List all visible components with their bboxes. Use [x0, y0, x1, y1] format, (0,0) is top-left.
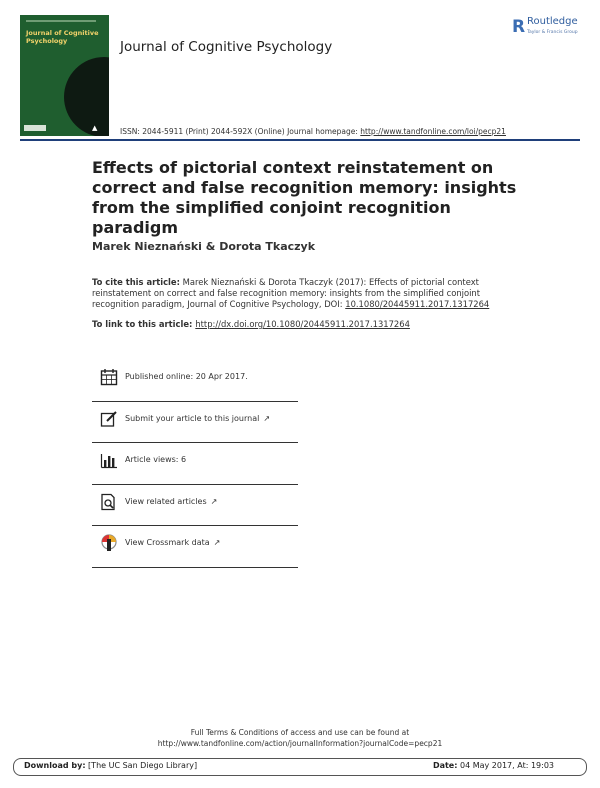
crossmark-row[interactable]: [92, 526, 298, 568]
terms-link[interactable]: http://www.tandfonline.com/action/journalInformation?journalCode=pecp21: [157, 739, 443, 748]
related-label: View related articles: [125, 496, 207, 506]
cover-graphic: [64, 57, 109, 136]
publisher-name: Routledge: [527, 16, 578, 27]
external-link-icon: ↗: [213, 538, 221, 547]
submit-link[interactable]: [125, 414, 270, 423]
issn-text: ISSN: 2044-5911 (Print) 2044-592X (Online) Journal homepage:: [120, 127, 361, 136]
cite-label: To cite this article:: [92, 277, 180, 287]
published-label: Published online: 20 Apr 2017.: [125, 372, 248, 381]
cover-logo-icon: ▲: [92, 124, 98, 132]
issn-line: [120, 127, 506, 136]
calendar-icon: [100, 368, 118, 386]
published-row: [92, 360, 298, 402]
document-search-icon: [100, 493, 118, 511]
external-link-icon: ↗: [210, 496, 218, 506]
download-date: [433, 761, 554, 770]
related-row[interactable]: [92, 485, 298, 527]
crossmark-icon: [100, 534, 118, 552]
pencil-icon: [100, 410, 118, 428]
article-authors: Marek Nieznański & Dorota Tkaczyk: [92, 240, 316, 253]
homepage-link[interactable]: http://www.tandfonline.com/loi/pecp21: [360, 127, 506, 136]
downloaded-value: [The UC San Diego Library]: [85, 761, 198, 770]
cover-rule: [26, 20, 96, 22]
routledge-r-icon: R: [512, 17, 526, 37]
views-row: [92, 443, 298, 485]
article-actions: [92, 360, 298, 568]
citation-block: [92, 277, 522, 310]
external-link-icon: ↗: [263, 413, 271, 423]
article-link[interactable]: http://dx.doi.org/10.1080/20445911.2017.1317264: [195, 319, 410, 329]
submit-row[interactable]: [92, 402, 298, 444]
publisher-sub: Taylor & Francis Group: [527, 30, 578, 35]
header-divider: [20, 139, 580, 141]
cover-title: Journal of Cognitive Psychology: [26, 29, 99, 45]
bar-chart-icon: [100, 451, 118, 469]
terms-line: Full Terms & Conditions of access and use can be found at: [190, 728, 410, 737]
journal-cover: [20, 15, 109, 136]
doi-link[interactable]: 10.1080/20445911.2017.1317264: [345, 299, 490, 309]
date-label: Date:: [432, 761, 458, 770]
downloaded-label: Download by:: [24, 761, 86, 770]
link-line: [92, 319, 410, 329]
views-label: Article views: 6: [125, 455, 187, 464]
journal-title[interactable]: Journal of Cognitive Psychology: [120, 39, 333, 55]
related-link[interactable]: [125, 497, 217, 506]
submit-label: Submit your article to this journal: [125, 413, 260, 423]
footer-terms: [0, 727, 600, 749]
crossmark-label: View Crossmark data: [125, 538, 210, 547]
downloaded-by: [24, 761, 197, 770]
cite-text: Marek Nieznański & Dorota Tkaczyk (2017): Effects of pictorial context reinstatement on correct and false recognition memory: insights from the simplified conjoint recognition paradigm, Journal of Cognitive Psychology, DOI:: [92, 277, 481, 309]
link-label: To link to this article:: [92, 319, 196, 329]
download-bar: [13, 758, 587, 776]
crossmark-link[interactable]: [125, 538, 220, 547]
article-title: Effects of pictorial context reinstatement on correct and false recognition memory: insights from the simplified conjoint recognition paradigm: [92, 158, 517, 237]
routledge-logo: [510, 15, 590, 39]
cover-footer-box: [24, 125, 46, 131]
date-value: 04 May 2017, At: 19:03: [457, 761, 554, 770]
